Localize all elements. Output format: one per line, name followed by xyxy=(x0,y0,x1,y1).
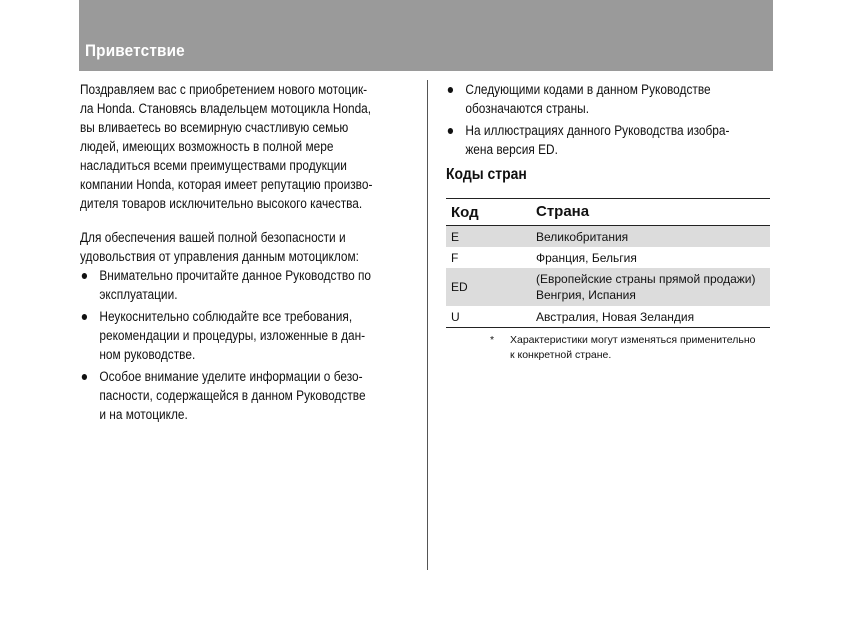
text-line: людей, имеющих возможность в полной мере xyxy=(80,139,334,154)
text-line: Неукоснительно соблюдайте все требования, xyxy=(99,309,353,324)
text-line: дителя товаров исключительно высокого качества. xyxy=(80,196,363,211)
text-line: рекомендации и процедуры, изложенные в дан- xyxy=(99,328,366,343)
text-line: компании Honda, которая имеет репутацию произво- xyxy=(80,177,373,192)
text-line: вы вливаетесь во всемирную счастливую семью xyxy=(80,120,349,135)
text-line: к конкретной стране. xyxy=(510,349,612,361)
footnote-mark: * xyxy=(490,334,495,346)
text-line: На иллюстрациях данного Руководства изобра- xyxy=(465,123,730,138)
text-line: Поздравляем вас с приобретением нового мотоцик- xyxy=(80,82,368,97)
text-line: (Европейские страны прямой продажи) xyxy=(536,272,756,286)
text-line: Характеристики могут изменяться применительно xyxy=(510,334,756,346)
header-country: Страна xyxy=(536,203,590,220)
text-line: жена версия ED. xyxy=(465,142,558,157)
table-header xyxy=(446,199,770,226)
bullet-item xyxy=(80,307,379,364)
text-line: Внимательно прочитайте данное Руководство по xyxy=(99,268,372,283)
text-line: обозначаются страны. xyxy=(465,101,590,116)
header-bar xyxy=(79,0,773,71)
text-line: Великобритания xyxy=(536,229,629,244)
text-line: Венгрия, Испания xyxy=(536,288,636,302)
bullet-item xyxy=(446,121,736,159)
safety-paragraph xyxy=(80,228,379,266)
table-row xyxy=(446,247,770,268)
column-divider xyxy=(427,80,428,570)
country-name xyxy=(536,309,770,325)
text-line: удовольствия от управления данным мотоциклом: xyxy=(80,249,359,264)
text-line: пасности, содержащейся в данном Руководстве xyxy=(99,388,366,403)
table-body xyxy=(446,226,770,327)
text-line: Австралия, Новая Зеландия xyxy=(536,309,695,324)
country-code: F xyxy=(451,250,459,265)
table-row xyxy=(446,226,770,247)
text-line: ла Honda. Становясь владельцем мотоцикла Honda, xyxy=(80,101,372,116)
table-row xyxy=(446,306,770,327)
text-line: эксплуатации. xyxy=(99,287,178,302)
right-column xyxy=(446,80,776,159)
text-line: Следующими кодами в данном Руководстве xyxy=(465,82,711,97)
left-column xyxy=(80,80,420,424)
bullet-item xyxy=(80,266,379,304)
text-line: Для обеспечения вашей полной безопасности и xyxy=(80,230,346,245)
text-line: Франция, Бельгия xyxy=(536,250,637,265)
country-name xyxy=(536,271,770,303)
codes-section-title: Коды стран xyxy=(446,166,527,183)
text-line: насладиться всеми преимуществами продукции xyxy=(80,158,347,173)
table-row xyxy=(446,268,770,306)
info-bullet-list xyxy=(446,80,736,159)
intro-paragraph xyxy=(80,80,379,213)
safety-bullet-list xyxy=(80,266,379,424)
country-code: E xyxy=(451,229,460,244)
text-line: Особое внимание уделите информации о безо- xyxy=(99,369,363,384)
country-code: U xyxy=(451,309,460,324)
country-code: ED xyxy=(451,280,468,294)
text-line: и на мотоцикле. xyxy=(99,407,188,422)
text-line: ном руководстве. xyxy=(99,347,196,362)
bullet-item xyxy=(80,367,379,424)
country-codes-table xyxy=(446,198,770,328)
country-name xyxy=(536,229,770,245)
page-title: Приветствие xyxy=(85,41,185,60)
footnote-text xyxy=(510,333,756,363)
header-code: Код xyxy=(451,203,479,221)
country-name xyxy=(536,250,770,266)
bullet-item xyxy=(446,80,736,118)
